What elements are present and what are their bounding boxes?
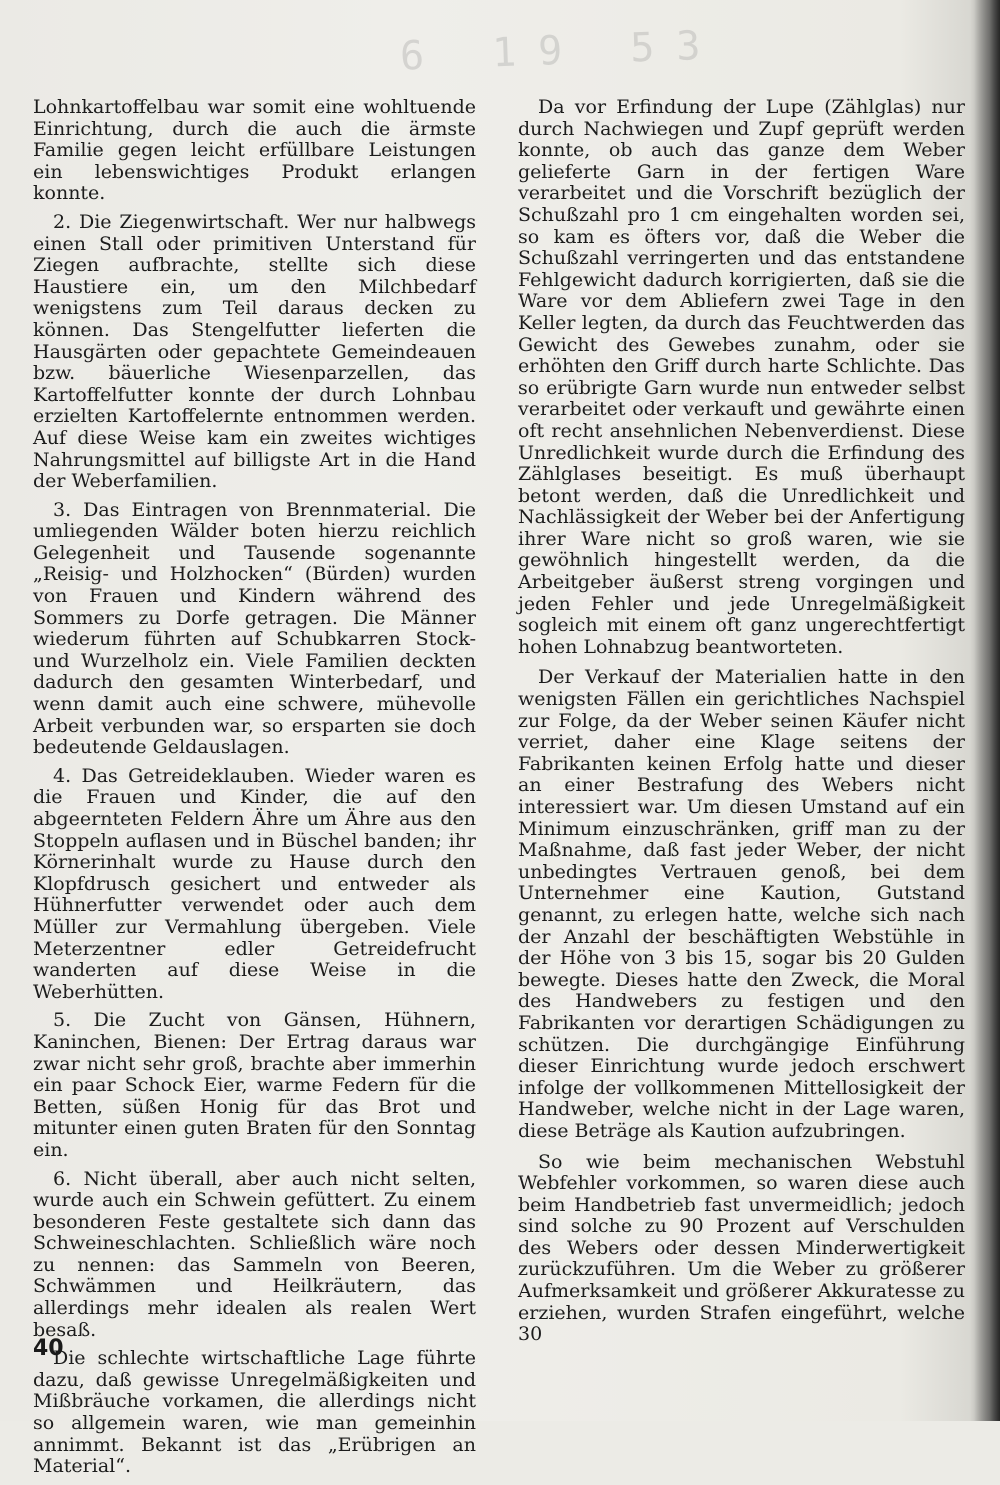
page-number: 40	[33, 1336, 64, 1361]
paragraph: So wie beim mechanischen Webstuhl Webfehler vorkommen, so waren diese auch beim Handbetrieb fast unvermeidlich; jedoch sind solche zu 90 Prozent auf Verschulden des Webers oder dessen Minderwertigkeit zurückzuführen. Um die Weber zu größerer Aufmerksamkeit und größerer Akkuratesse zu erziehen, wurden Strafen eingeführt, welche 30	[518, 1150, 965, 1346]
paragraph: 5. Die Zucht von Gänsen, Hühnern, Kaninchen, Bienen: Der Ertrag daraus war zwar nicht sehr groß, brachte aber immerhin ein paar Schock Eier, warme Federn für die Betten, süßen Honig für das Brot und mitunter einen guten Braten für den Sonntag ein.	[33, 1009, 476, 1161]
paragraph: Der Verkauf der Materialien hatte in den wenigsten Fällen ein gerichtliches Nachspiel zur Folge, da der Weber seinen Käufer nicht verriet, daher eine Klage seitens der Fabrikanten keinen Erfolg hatte und dieser an einer Bestrafung des Webers nicht interessiert war. Um diesen Umstand auf ein Minimum einzuschränken, griff man zu der Maßnahme, daß fast jeder Weber, der nicht unbedingtes Vertrauen genoß, bei dem Unternehmer eine Kaution, Gutstand genannt, zu erlegen hatte, welche sich nach der Anzahl der beschäftigten Webstühle in der Höhe von 3 bis 15, sogar bis 20 Gulden bewegte. Dieses hatte den Zweck, die Moral des Handwebers zu festigen und den Fabrikanten vor derartigen Schädigungen zu schützen. Die durchgängige Einführung dieser Einrichtung wurde jedoch erschwert infolge der vollkommenen Mittellosigkeit der Handweber, welche nicht in der Lage waren, diese Beträge als Kaution aufzubringen.	[518, 666, 965, 1142]
paragraph: 3. Das Eintragen von Brennmaterial. Die umliegenden Wälder boten hierzu reichlich Gelegenheit und Tausende sogenannte „Reisig- und Holzhocken“ (Bürden) wurden von Frauen und Kindern während des Sommers zu Dorfe getragen. Die Männer wiederum führten auf Schubkarren Stock- und Wurzelholz ein. Viele Familien deckten dadurch den gesamten Winterbedarf, und wenn damit auch eine schwere, mühevolle Arbeit verbunden war, so ersparten sie doch bedeutende Geldauslagen.	[33, 498, 476, 759]
binding-shadow	[974, 0, 1000, 1421]
right-text-column	[518, 97, 965, 1353]
date-stamp: 6 19 53	[399, 22, 724, 80]
paragraph: 2. Die Ziegenwirtschaft. Wer nur halbwegs einen Stall oder primitiven Unterstand für Ziegen aufbrachte, stellte sich diese Haustiere ein, um den Milchbedarf wenigstens zum Teil daraus decken zu können. Das Stengelfutter lieferten die Hausgärten oder gepachtete Gemeindeauen bzw. bäuerliche Wiesenparzellen, das Kartoffelfutter konnte der durch Lohnbau erzielten Kartoffelernte entnommen werden. Auf diese Weise kam ein zweites wichtiges Nahrungsmittel auf billigste Art in die Hand der Weberfamilien.	[33, 210, 476, 493]
paragraph: Da vor Erfindung der Lupe (Zählglas) nur durch Nachwiegen und Zupf geprüft werden konnte, ob auch das ganze dem Weber gelieferte Garn in der fertigen Ware verarbeitet und die Vorschrift bezüglich der Schußzahl pro 1 cm eingehalten worden sei, so kam es öfters vor, daß die Weber die Schußzahl verringerten und das entstandene Fehlgewicht dadurch korrigierten, daß sie die Ware vor dem Abliefern zwei Tage in den Keller legten, da durch das Feuchtwerden das Gewicht des Gewebes zunahm, oder sie erhöhten den Griff durch harte Schlichte. Das so erübrigte Garn wurde nun entweder selbst verarbeitet oder verkauft und gewährte einen oft recht ansehnlichen Nebenverdienst. Diese Unredlichkeit wurde durch die Erfindung des Zählglases beseitigt. Es muß überhaupt betont werden, daß die Unredlichkeit und Nachlässigkeit der Weber bei der Anfertigung ihrer Ware nicht so groß waren, wie sie gewöhnlich hingestellt werden, da die Arbeitgeber äußerst streng vorgingen und jeden Fehler und jede Unregelmäßigkeit sogleich mit einem oft ganz ungerechtfertigt hohen Lohnabzug beantworteten.	[518, 96, 965, 658]
paragraph: 4. Das Getreideklauben. Wieder waren es die Frauen und Kinder, die auf den abgeernteten Feldern Ähre um Ähre aus den Stoppeln auflasen und in Büschel banden; ihr Körnerinhalt wurde zu Hause durch den Klopfdrusch gesichert und entweder als Hühnerfutter verwendet oder auch dem Müller zur Vermahlung übergeben. Viele Meterzentner edler Getreidefrucht wanderten auf diese Weise in die Weberhütten.	[33, 764, 476, 1003]
paragraph: Die schlechte wirtschaftliche Lage führte dazu, daß gewisse Unregelmäßigkeiten und Mißbräuche vorkamen, die allerdings nicht so allgemein waren, wie man gemeinhin annimmt. Bekannt ist das „Erübrigen an Material“.	[33, 1347, 476, 1478]
paragraph: 6. Nicht überall, aber auch nicht selten, wurde auch ein Schwein gefüttert. Zu einem besonderen Feste gestaltete sich dann das Schweineschlachten. Schließlich wäre noch zu nennen: das Sammeln von Beeren, Schwämmen und Heilkräutern, das allerdings mehr idealen als realen Wert besaß.	[33, 1167, 476, 1341]
left-text-column	[33, 97, 476, 1485]
paragraph: Lohnkartoffelbau war somit eine wohltuende Einrichtung, durch die auch die ärmste Familie gegen leicht erfüllbare Leistungen ein lebenswichtiges Produkt erlangen konnte.	[33, 96, 476, 205]
